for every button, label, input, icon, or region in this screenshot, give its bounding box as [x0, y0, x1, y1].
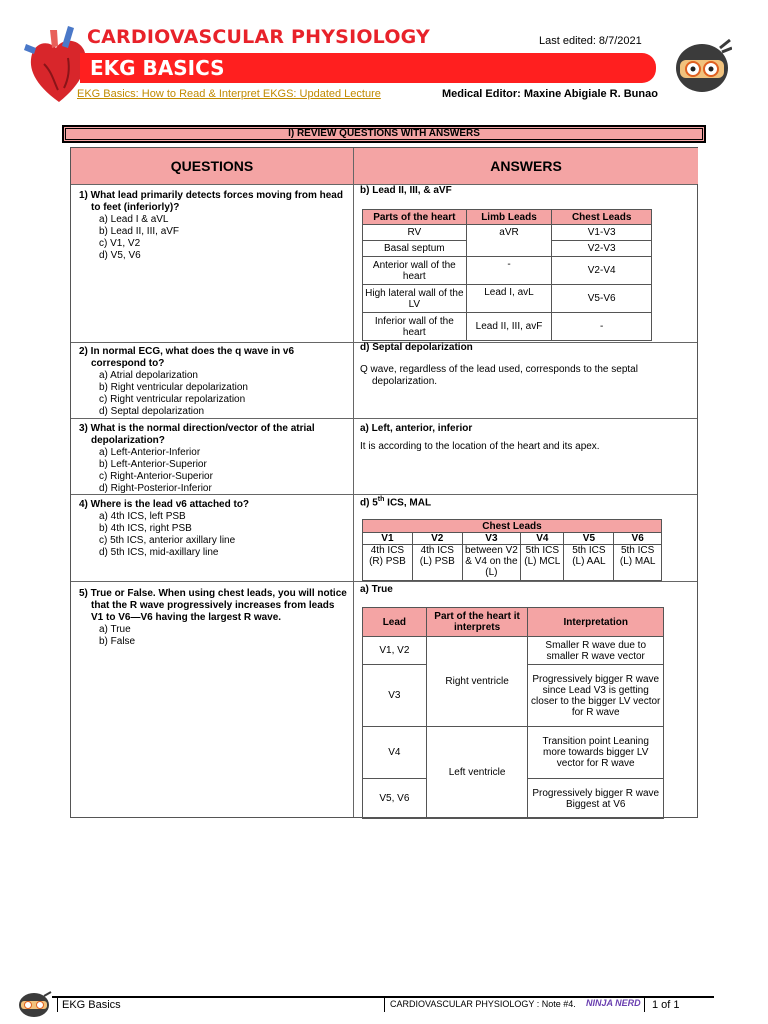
table-cell: Inferior wall of the heart	[363, 313, 467, 341]
question-stem: 3) What is the normal direction/vector of the atrial depolarization?	[79, 423, 315, 446]
option: d) Right-Posterior-Inferior	[99, 483, 212, 494]
question-3	[79, 423, 347, 495]
table-cell: Smaller R wave due to smaller R wave vector	[528, 637, 664, 665]
question-stem: 1) What lead primarily detects forces moving from head to feet (inferiorly)?	[79, 190, 343, 213]
option: c) V1, V2	[99, 238, 141, 249]
last-edited: Last edited: 8/7/2021	[539, 35, 642, 47]
option: a) Atrial depolarization	[99, 370, 198, 381]
table-cell: V1-V3	[552, 225, 652, 241]
lead-name: V1	[363, 533, 413, 545]
answer-suffix: ICS, MAL	[384, 497, 432, 509]
table-header: Part of the heart it interprets	[426, 608, 528, 637]
option: b) Right ventricular depolarization	[99, 382, 248, 393]
option: a) Lead I & aVL	[99, 214, 169, 225]
table-cell: -	[466, 257, 552, 285]
qa-table	[70, 147, 698, 818]
table-header: Parts of the heart	[363, 210, 467, 225]
table-cell: V3	[363, 665, 427, 727]
course-title: CARDIOVASCULAR PHYSIOLOGY	[87, 26, 431, 48]
option: a) True	[99, 624, 131, 635]
table-cell: Lead I, avL	[466, 285, 552, 313]
table-cell: -	[552, 313, 652, 341]
footer-brand: NINJA NERD	[586, 998, 641, 1008]
answer-text	[360, 494, 690, 509]
answer-5	[360, 584, 690, 596]
footer-left: EKG Basics	[62, 999, 121, 1011]
option: a) 4th ICS, left PSB	[99, 511, 186, 522]
option: d) 5th ICS, mid-axillary line	[99, 547, 219, 558]
table-cell: V5, V6	[363, 779, 427, 819]
question-stem: 2) In normal ECG, what does the q wave in v6 correspond to?	[79, 346, 295, 369]
lead-name: V6	[614, 533, 662, 545]
footer-separator	[384, 998, 385, 1012]
option: c) Right-Anterior-Superior	[99, 471, 213, 482]
option: b) 4th ICS, right PSB	[99, 523, 192, 534]
table-cell: Left ventricle	[426, 727, 528, 819]
answer-explanation: It is according to the location of the heart and its apex.	[360, 441, 600, 452]
question-4	[79, 499, 347, 559]
questions-header: QUESTIONS	[71, 148, 353, 184]
question-stem: 4) Where is the lead v6 attached to?	[79, 499, 250, 510]
table-cell: aVR	[466, 225, 552, 257]
ninja-footer-icon	[16, 990, 52, 1018]
option: b) Lead II, III, aVF	[99, 226, 180, 237]
lead-name: V2	[412, 533, 462, 545]
answer-text: b) Lead II, III, & aVF	[360, 185, 452, 196]
topic-title: EKG BASICS	[90, 56, 225, 80]
option: d) V5, V6	[99, 250, 141, 261]
table-cell: Progressively bigger R wave Biggest at V6	[528, 779, 664, 819]
footer-center: CARDIOVASCULAR PHYSIOLOGY : Note #4.	[390, 999, 576, 1009]
table-cell: Progressively bigger R wave since Lead V3 is getting closer to the bigger LV vector for R wave	[528, 665, 664, 727]
option: c) 5th ICS, anterior axillary line	[99, 535, 236, 546]
ninja-mascot-icon	[672, 36, 732, 94]
answer-prefix: d) 5	[360, 497, 378, 509]
row-divider	[71, 418, 697, 419]
question-2	[79, 346, 347, 418]
answer-1	[360, 185, 690, 197]
lead-location: 5th ICS (L) MAL	[614, 545, 662, 581]
answer-text: a) Left, anterior, inferior	[360, 423, 473, 434]
medical-editor: Medical Editor: Maxine Abigiale R. Bunao	[442, 88, 658, 100]
answer-4	[360, 494, 690, 509]
table-cell: V5-V6	[552, 285, 652, 313]
option: d) Septal depolarization	[99, 406, 205, 417]
table-header: Chest Leads	[552, 210, 652, 225]
question-stem: 5) True or False. When using chest leads, you will notice that the R wave progressively increases from leads V1 to V6—V6 having the largest R wave.	[79, 588, 347, 623]
table-cell: Lead II, III, avF	[466, 313, 552, 341]
r-wave-table	[362, 607, 664, 819]
lead-location: between V2 & V4 on the (L)	[462, 545, 521, 581]
lead-location: 5th ICS (L) MCL	[521, 545, 564, 581]
lead-location: 4th ICS (R) PSB	[363, 545, 413, 581]
section-title: I) REVIEW QUESTIONS WITH ANSWERS	[65, 128, 703, 140]
answer-3	[360, 423, 690, 453]
table-cell: V2-V4	[552, 257, 652, 285]
lead-location: 5th ICS (L) AAL	[564, 545, 614, 581]
footer-separator	[644, 998, 645, 1012]
lecture-link[interactable]: EKG Basics: How to Read & Interpret EKGS: Updated Lecture	[77, 88, 381, 100]
answer-2	[360, 342, 690, 388]
option: b) False	[99, 636, 136, 647]
lead-name: V5	[564, 533, 614, 545]
option: c) Right ventricular repolarization	[99, 394, 246, 405]
row-divider	[71, 581, 697, 582]
page-number: 1 of 1	[652, 999, 680, 1011]
table-cell: V4	[363, 727, 427, 779]
question-1	[79, 190, 347, 262]
answers-header: ANSWERS	[354, 148, 698, 184]
answer-explanation: Q wave, regardless of the lead used, corresponds to the septal depolarization.	[360, 364, 638, 387]
table-cell: High lateral wall of the LV	[363, 285, 467, 313]
table-cell: RV	[363, 225, 467, 241]
table-cell: V2-V3	[552, 241, 652, 257]
table-cell: Right ventricle	[426, 637, 528, 727]
footer-separator	[57, 998, 58, 1012]
table-header: Lead	[363, 608, 427, 637]
question-5	[79, 588, 347, 648]
section-banner	[62, 125, 706, 143]
table-cell: V1, V2	[363, 637, 427, 665]
column-divider	[353, 148, 354, 817]
chest-leads-table	[362, 519, 662, 581]
lead-location: 4th ICS (L) PSB	[412, 545, 462, 581]
table-header: Limb Leads	[466, 210, 552, 225]
table-cell: Basal septum	[363, 241, 467, 257]
table-header: Interpretation	[528, 608, 664, 637]
answer-text: d) Septal depolarization	[360, 342, 473, 353]
table-cell: Anterior wall of the heart	[363, 257, 467, 285]
option: b) Left-Anterior-Superior	[99, 459, 207, 470]
lead-name: V3	[462, 533, 521, 545]
answer-text: a) True	[360, 584, 393, 595]
lead-name: V4	[521, 533, 564, 545]
table-title: Chest Leads	[363, 520, 662, 533]
option: a) Left-Anterior-Inferior	[99, 447, 201, 458]
heart-leads-table	[362, 209, 652, 341]
table-cell: Transition point Leaning more towards bigger LV vector for R wave	[528, 727, 664, 779]
answer-superscript: th	[377, 496, 385, 503]
